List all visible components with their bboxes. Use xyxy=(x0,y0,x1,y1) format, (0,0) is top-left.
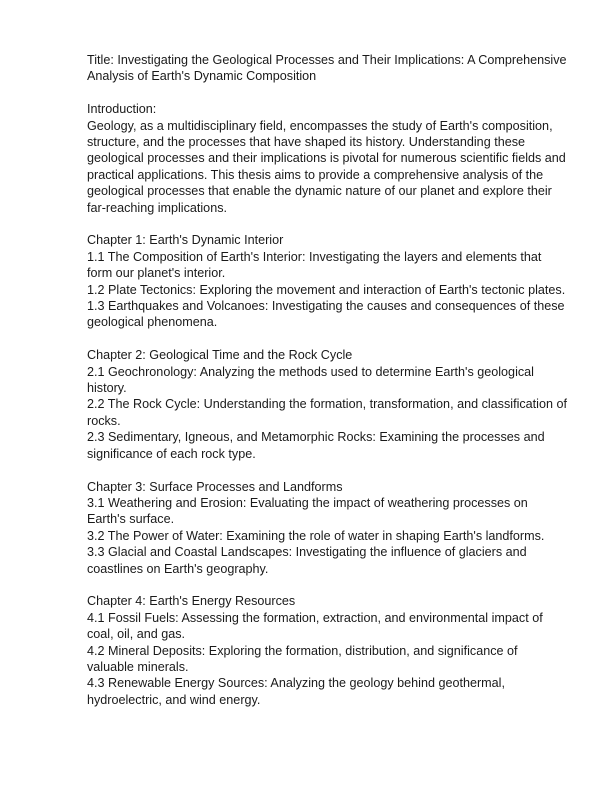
chapter-item: 3.3 Glacial and Coastal Landscapes: Investigating the influence of glaciers and coastlines on Earth's geography. xyxy=(87,545,527,576)
chapter-item: 3.2 The Power of Water: Examining the role of water in shaping Earth's landforms. xyxy=(87,528,545,543)
chapter-1-section xyxy=(87,232,567,330)
chapter-item: 1.2 Plate Tectonics: Exploring the movement and interaction of Earth's tectonic plates. xyxy=(87,282,566,297)
chapter-item: 1.1 The Composition of Earth's Interior: Investigating the layers and elements that form our planet's interior. xyxy=(87,249,542,281)
chapter-item: 1.3 Earthquakes and Volcanoes: Investigating the causes and consequences of these geological phenomena. xyxy=(87,299,565,330)
chapter-item: 2.1 Geochronology: Analyzing the methods used to determine Earth's geological history. xyxy=(87,364,534,396)
introduction-heading: Introduction: xyxy=(87,102,157,117)
introduction-body: Geology, as a multidisciplinary field, encompasses the study of Earth's composition, structure, and the processes that have shaped its history. Understanding these geological processes and their implications is pivotal for numerous scientific fields and practical applications. This thesis aims to provide a comprehensive analysis of the geological processes that enable the dynamic nature of our planet and explore their far-reaching implications. xyxy=(87,118,566,215)
chapter-item: 4.1 Fossil Fuels: Assessing the formation, extraction, and environmental impact of coal, oil, and gas. xyxy=(87,610,543,642)
chapter-item: 2.3 Sedimentary, Igneous, and Metamorphic Rocks: Examining the processes and significance of each rock type. xyxy=(87,430,545,461)
chapter-heading: Chapter 1: Earth's Dynamic Interior xyxy=(87,233,284,248)
chapter-3-section xyxy=(87,479,567,577)
chapter-heading: Chapter 4: Earth's Energy Resources xyxy=(87,594,296,609)
chapter-4-section xyxy=(87,593,567,708)
chapter-heading: Chapter 2: Geological Time and the Rock Cycle xyxy=(87,348,353,363)
introduction-section xyxy=(87,101,567,216)
document-content xyxy=(87,52,567,725)
chapter-heading: Chapter 3: Surface Processes and Landforms xyxy=(87,479,343,494)
chapter-item: 4.2 Mineral Deposits: Exploring the formation, distribution, and significance of valuable minerals. xyxy=(87,643,518,674)
document-title: Title: Investigating the Geological Processes and Their Implications: A Comprehensive Analysis of Earth's Dynamic Composition xyxy=(87,53,567,84)
chapter-item: 3.1 Weathering and Erosion: Evaluating the impact of weathering processes on Earth's surface. xyxy=(87,495,528,527)
title-block xyxy=(87,52,567,85)
chapter-item: 2.2 The Rock Cycle: Understanding the formation, transformation, and classification of rocks. xyxy=(87,397,567,428)
chapter-2-section xyxy=(87,347,567,462)
chapter-item: 4.3 Renewable Energy Sources: Analyzing the geology behind geothermal, hydroelectric, and wind energy. xyxy=(87,676,505,707)
